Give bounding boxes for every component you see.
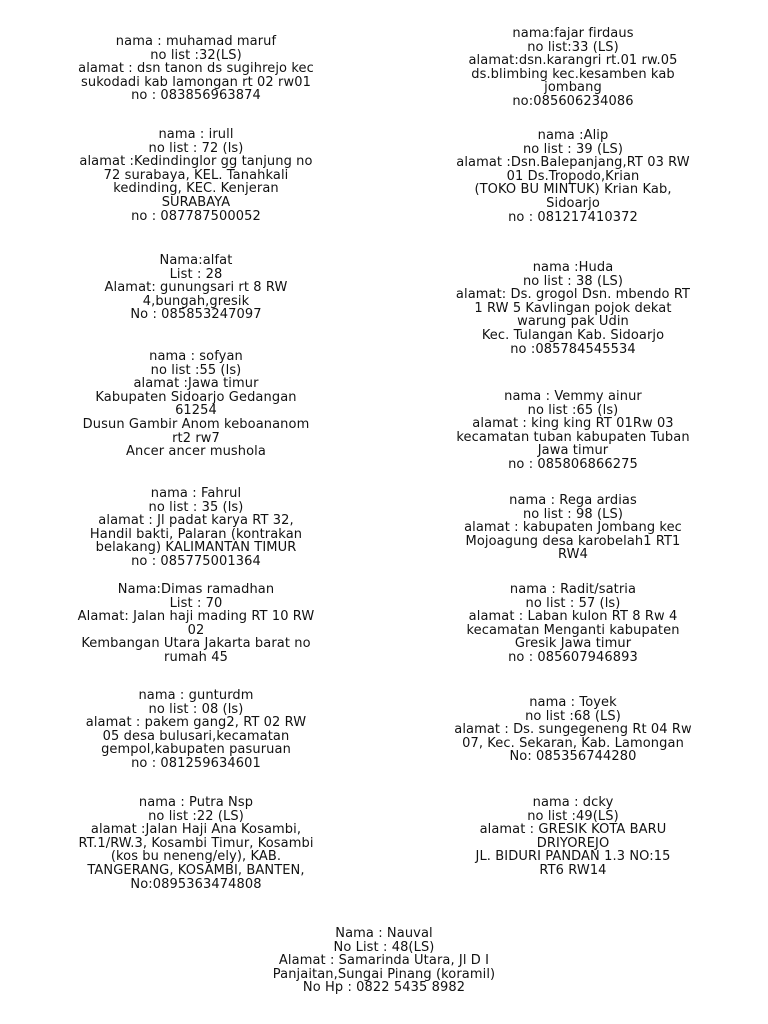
address-line: TANGERANG, KOSAMBI, BANTEN, [87,862,305,878]
address-line: Dusun Gambir Anom keboananom [82,416,310,432]
address-line: alamat : Ds. sungegeneng Rt 04 Rw [454,722,692,738]
address-line: alamat :Kedinding​lor gg tanjung no [79,154,313,170]
address-line: ds.blimbing kec.kesamben kab [471,66,675,82]
entry-nauval [200,927,568,995]
address-line: alamat : Laban kulon RT 8 Rw 4 [468,609,678,625]
list-number-line: no list : 57 (ls) [525,595,621,611]
address-line: SURABAYA [161,194,231,210]
address-line: alamat : GRESIK KOTA BARU [479,822,667,838]
address-line: Alamat: gunungsari rt 8 RW [104,280,288,296]
entry-alip [392,129,754,224]
entry-dcky [392,796,754,878]
list-number-line: List : 70 [169,595,223,611]
name-line: nama : dcky [532,795,614,810]
address-line: 02 [187,622,205,638]
list-number-line: no list : 35 (ls) [148,499,244,515]
list-number-line: no list : 38 (LS) [522,273,624,289]
entry-alfat [12,254,380,322]
name-line: nama : irull [158,127,234,142]
address-line: alamat :Jalan Haji Ana Kosambi, [90,822,302,838]
entry-toyek [392,696,754,764]
phone-line: No: 085356744280 [509,749,637,765]
phone-line: no :085784545534 [510,341,636,357]
name-line: nama : Vemmy ainur [504,389,642,404]
address-line: gempol,kabupaten pasuruan [101,742,291,758]
address-line: Kabupaten Sidoarjo Gedangan [95,389,297,405]
list-number-line: no list : 72 (ls) [148,140,244,156]
entry-vemmy-ainur [392,390,754,472]
name-line: nama : Toyek [529,695,617,710]
address-line: alamat : kabupaten Jombang kec [464,520,682,536]
address-line: warung pak Udin [517,314,629,330]
address-line: jombang [544,80,602,96]
address-line: kecamatan Menganti kabupaten [466,622,680,638]
list-number-line: List : 28 [169,266,223,282]
phone-line: no : 081259634601 [131,755,261,771]
entry-fahrul [12,487,380,569]
name-line: nama : Putra Nsp [138,795,254,810]
entry-fajar-firdaus [392,27,754,109]
list-number-line: no list : 08 (ls) [148,701,244,717]
address-line: Ancer ancer mushola [126,444,266,460]
address-line: alamat: Ds. grogol Dsn. mbendo RT [455,287,691,303]
address-line: Gresik Jawa timur [514,636,632,652]
address-line: Mojoagung desa karobelah1 RT1 [465,533,681,549]
list-number-line: no list :55 (ls) [150,362,242,378]
name-line: nama : Rega ardias [509,493,637,508]
list-number-line: no list : 98 (LS) [522,506,624,522]
address-line: Panjaitan,Sungai Pinang (koramil) [272,966,496,982]
address-line: Jawa timur [537,443,609,459]
address-line: RW4 [558,547,588,563]
name-line: Nama:Dimas ramadhan [117,582,275,597]
name-line: nama : Radit/satria [509,582,637,597]
phone-line: No Hp : 0822 5435 8982 [302,980,466,996]
address-line: 05 desa bulusari,kecamatan [102,728,290,744]
address-line: 4,bungah,gresik [142,293,250,309]
entry-putra-nsp [12,796,380,891]
address-line: (kos bu neneng/ely), KAB. [110,849,282,865]
phone-line: no : 087787500052 [131,208,261,224]
name-line: nama :Huda [532,260,614,275]
entry-sofyan [12,350,380,459]
entry-dimas-ramadhan [12,583,380,665]
address-line: 01 Ds.Tropodo,Krian [506,168,640,184]
list-number-line: no list : 39 (LS) [522,141,624,157]
address-line: kedinding, KEC. Kenjeran [113,181,279,197]
address-line: rt2 rw7 [172,430,220,446]
address-line: Alamat: Jalan haji mading RT 10 RW [77,609,315,625]
address-line: Alamat : Samarinda Utara, Jl D I [278,953,490,969]
name-line: nama:fajar firdaus [512,26,634,41]
address-line: alamat :Dsn.Balepanjang,RT 03 RW [456,155,690,171]
phone-line: no : 085806866275 [508,456,638,472]
address-line: 1 RW 5 Kavlingan pojok dekat [474,300,672,316]
phone-line: no : 083856963874 [131,88,261,104]
address-line: 61254 [175,403,217,419]
address-line: DRIYOREJO [536,835,610,851]
address-line: alamat:dsn.karangri rt.01 rw.05 [468,53,678,69]
address-line: alamat : king king RT 01Rw 03 [472,416,674,432]
address-line: JL. BIDURI PANDAN 1.3 NO:15 [475,849,671,865]
phone-line: no : 081217410372 [508,209,638,225]
address-line: kecamatan tuban kabupaten Tuban [456,429,690,445]
list-number-line: no list :49(LS) [527,808,619,824]
address-line: RT.1/RW.3, Kosambi Timur, Kosambi [78,835,314,851]
address-line: RT6 RW14 [539,862,607,878]
address-line: belakang) KALIMANTAN TIMUR [95,540,297,556]
phone-line: no:085606234086 [512,93,634,109]
name-line: nama : Fahrul [150,486,242,501]
address-line: (TOKO BU MINTUK) Krian Kab, [474,182,672,198]
address-line: Kembangan Utara Jakarta barat no [81,636,311,652]
address-line: 07, Kec. Sekaran, Kab. Lamongan [462,735,684,751]
entry-gunturdm [12,689,380,771]
list-number-line: no list :65 (ls) [527,402,619,418]
phone-line: No:089536347480​8 [130,876,262,892]
entry-huda [392,261,754,356]
entry-muhamad-maruf [12,35,380,103]
list-number-line: No List : 48(LS) [333,939,435,955]
entry-rega-ardias [392,494,754,562]
phone-line: no : 085775001364 [131,553,261,569]
address-line: alamat :Jawa timur [133,376,259,392]
name-line: nama :Alip [537,128,609,143]
address-line: alamat : dsn tanon ds sugihrejo kec [78,61,314,77]
list-number-line: no list:33 (LS) [527,39,619,55]
address-line: rumah 45 [164,649,228,665]
entry-radit-satria [392,583,754,665]
address-line: alamat : pakem gang2, RT 02 RW [85,715,307,731]
list-number-line: no list :68 (LS) [525,708,621,724]
name-line: Nama : Nauval [335,926,433,941]
address-line: sukodadi kab lamongan rt 02 rw01 [81,74,311,90]
address-line: Handil bakti, Palaran (kontrakan [89,526,303,542]
name-line: nama : gunturdm [138,688,254,703]
name-line: nama : sofyan [149,349,243,364]
list-number-line: no list :32(LS) [150,47,242,63]
phone-line: No : 085853247097 [130,307,262,323]
entry-irull [12,128,380,223]
address-line: 72 surabaya, KEL. Tanahkali [103,167,289,183]
address-line: Kec. Tulangan Kab. Sidoarjo [481,327,665,343]
address-line: alamat : Jl padat karya RT 32, [98,513,294,529]
name-line: Nama:alfat [159,253,233,268]
name-line: nama : muhamad maruf [115,34,277,49]
address-line: Sidoarjo [546,195,600,211]
phone-line: no : 085607946893 [508,649,638,665]
list-number-line: no list :22 (LS) [148,808,244,824]
